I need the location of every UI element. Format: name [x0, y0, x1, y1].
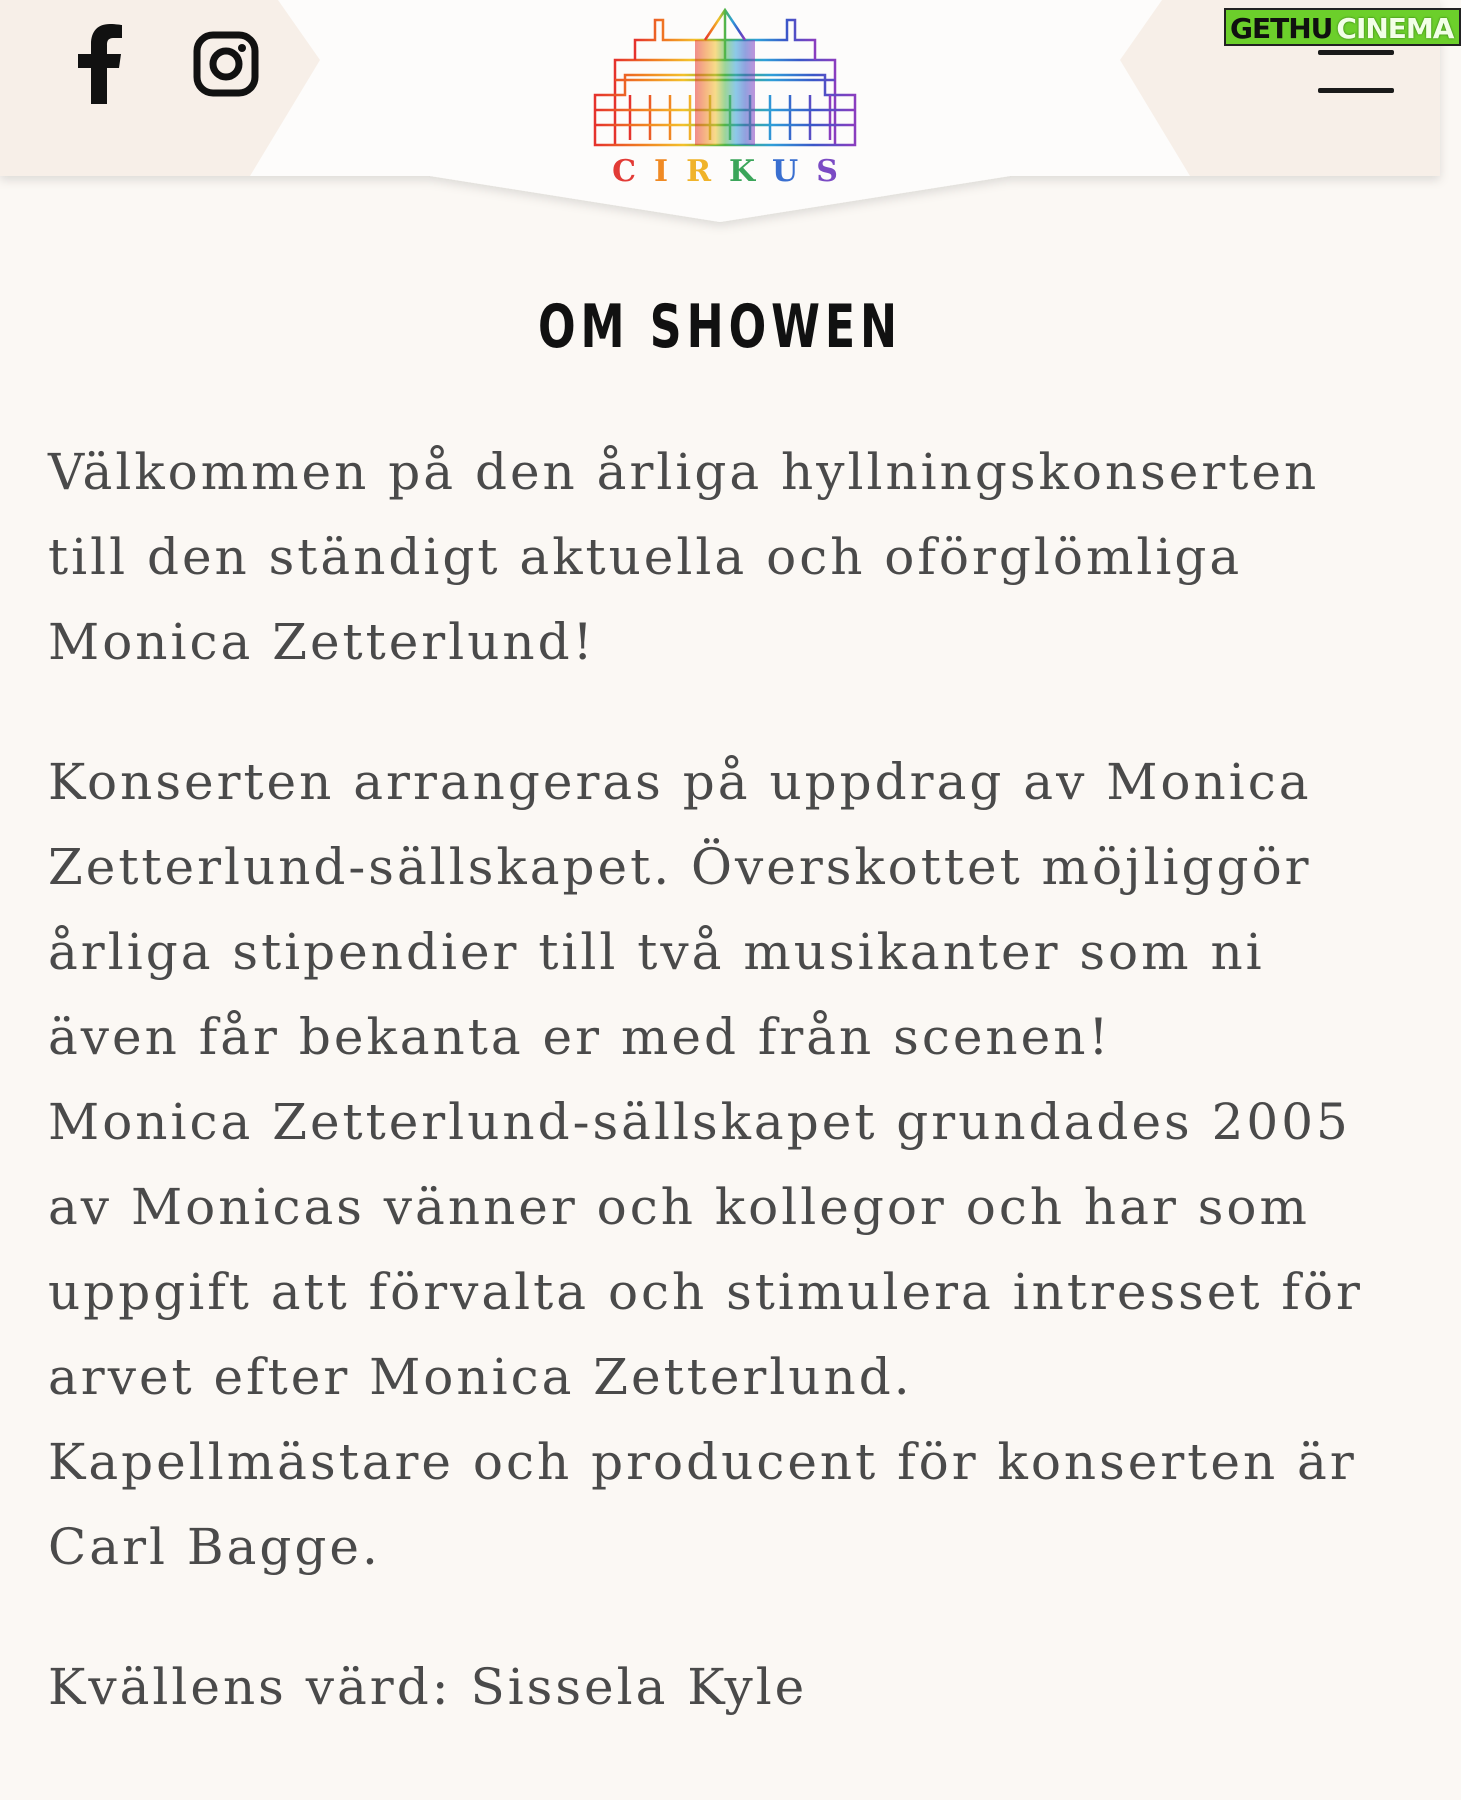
- logo-wordmark: CIRKUS: [612, 154, 856, 189]
- watermark-text-1: GETHU: [1224, 8, 1336, 46]
- watermark-text-2: CINEMA: [1336, 8, 1461, 46]
- social-links: [60, 24, 266, 104]
- building-illustration: [575, 0, 875, 150]
- paragraph-welcome: Välkommen på den årliga hyllningskonserten till den ständigt aktuella och oförglömliga Monica Zetterlund!: [48, 443, 1320, 671]
- paragraph-society: Monica Zetterlund-sällskapet grundades 2005 av Monicas vänner och kollegor och har som uppgift att förvalta och stimulera intresset för arvet efter Monica Zetterlund.: [48, 1093, 1363, 1406]
- site-header: [0, 0, 1454, 230]
- watermark-badge: [1224, 8, 1454, 46]
- facebook-icon[interactable]: [60, 24, 140, 104]
- paragraph-producer: Kapellmästare och producent för konserten är Carl Bagge.: [48, 1433, 1357, 1576]
- paragraph-arrangement: Konserten arrangeras på uppdrag av Monica Zetterlund-sällskapet. Överskottet möjliggör årliga stipendier till två musikanter som ni även får bekanta er med från scenen!: [48, 753, 1312, 1066]
- show-description: [48, 430, 1408, 1730]
- cirkus-logo[interactable]: [570, 0, 880, 200]
- hamburger-menu-icon[interactable]: [1314, 44, 1400, 100]
- paragraph-host: Kvällens värd: Sissela Kyle: [48, 1658, 808, 1716]
- instagram-icon[interactable]: [186, 24, 266, 104]
- page-title: OM SHOWEN: [537, 292, 903, 362]
